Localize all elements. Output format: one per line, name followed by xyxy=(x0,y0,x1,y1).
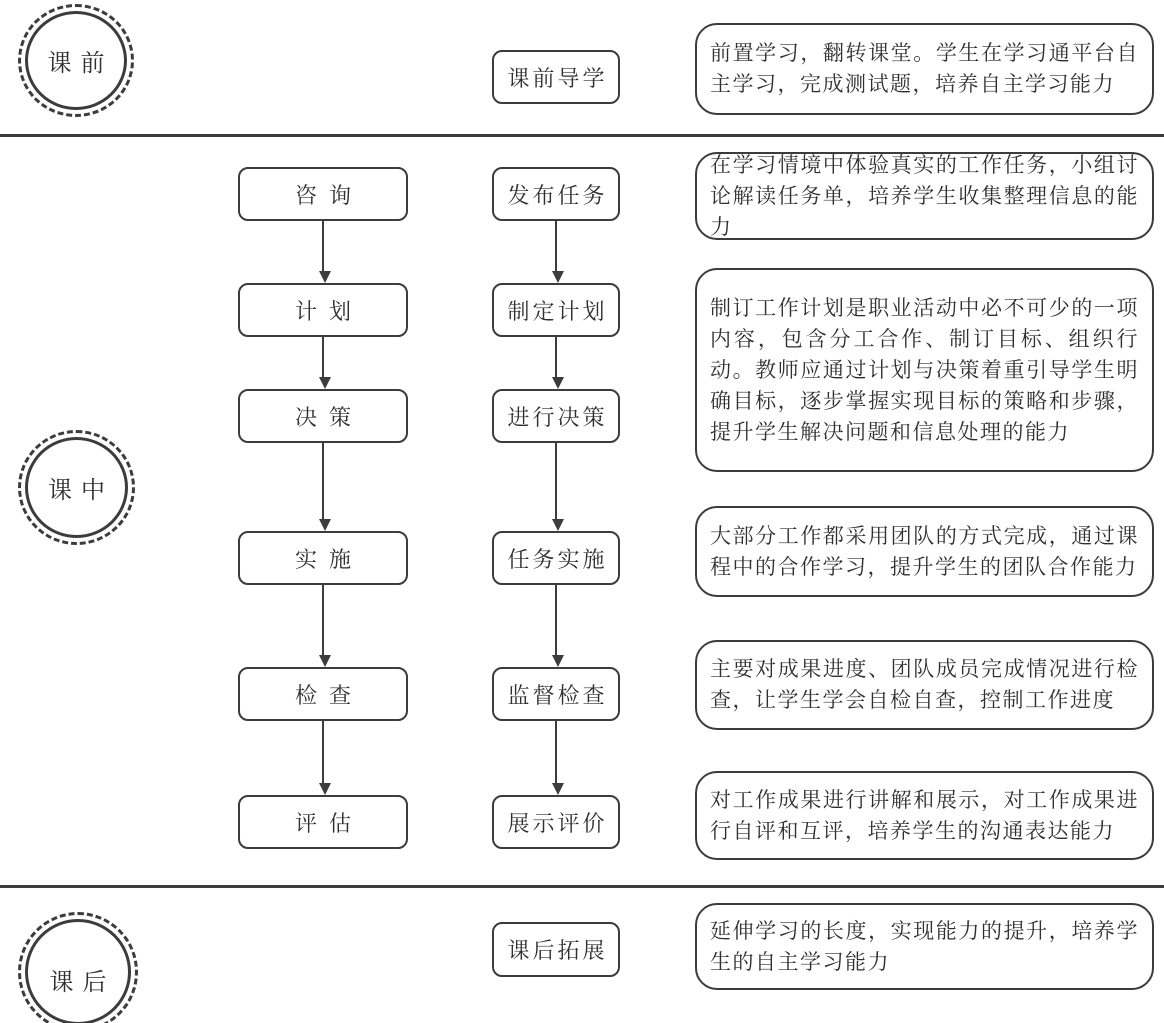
description-box-after-class xyxy=(695,903,1154,990)
description-text-supervise-check: 主要对成果进度、团队成员完成情况进行检查，让学生学会自检自查，控制工作进度 xyxy=(710,657,1139,712)
arrow-down-icon xyxy=(322,721,324,783)
arrow-down-icon xyxy=(322,443,324,519)
arrow-down-icon xyxy=(322,221,324,271)
description-box-plan-decision xyxy=(695,268,1154,472)
process-step-check: 检查 xyxy=(238,667,408,721)
activity-box-after-class-extend: 课后拓展 xyxy=(492,922,620,977)
activity-box-show-evaluate: 展示评价 xyxy=(492,795,620,849)
arrow-down-icon xyxy=(555,221,557,271)
phase-label-after-class: 课后 xyxy=(25,919,131,1023)
process-step-implement: 实施 xyxy=(238,531,408,585)
description-box-before-class xyxy=(695,23,1154,115)
phase-label-during-class: 课中 xyxy=(25,437,128,538)
arrow-down-icon xyxy=(555,443,557,519)
process-step-evaluate: 评估 xyxy=(238,795,408,849)
process-step-decide: 决策 xyxy=(238,389,408,443)
description-box-task-implementation xyxy=(695,506,1154,597)
activity-box-pre-class-guide: 课前导学 xyxy=(492,50,620,104)
activity-box-make-plan: 制定计划 xyxy=(492,283,620,337)
phase-circle-during-class xyxy=(18,430,135,545)
activity-box-make-decision: 进行决策 xyxy=(492,389,620,443)
section-divider-bottom xyxy=(0,885,1164,888)
phase-label-before-class: 课前 xyxy=(25,11,127,110)
arrow-down-icon xyxy=(555,721,557,783)
description-text-plan-decision: 制订工作计划是职业活动中必不可少的一项内容，包含分工合作、制订目标、组织行动。教师应通过计划与决策着重引导学生明确目标，逐步掌握实现目标的策略和步骤，提升学生解决问题和信息处理的能力 xyxy=(710,295,1139,444)
description-text-assign-task: 在学习情境中体验真实的工作任务，小组讨论解读任务单，培养学生收集整理信息的能力 xyxy=(710,152,1139,239)
description-box-show-evaluate xyxy=(695,771,1154,860)
description-text-before-class: 前置学习，翻转课堂。学生在学习通平台自主学习，完成测试题，培养自主学习能力 xyxy=(710,41,1139,96)
arrow-down-icon xyxy=(322,337,324,377)
phase-circle-after-class xyxy=(18,912,138,1023)
description-text-task-implementation: 大部分工作都采用团队的方式完成，通过课程中的合作学习，提升学生的团队合作能力 xyxy=(710,523,1139,579)
activity-box-task-implementation: 任务实施 xyxy=(492,531,620,585)
process-step-consult: 咨询 xyxy=(238,167,408,221)
section-divider-top xyxy=(0,134,1164,137)
arrow-down-icon xyxy=(555,585,557,655)
description-box-supervise-check xyxy=(695,640,1154,730)
description-box-assign-task xyxy=(695,152,1154,240)
arrow-down-icon xyxy=(322,585,324,655)
process-step-plan: 计划 xyxy=(238,283,408,337)
arrow-down-icon xyxy=(555,337,557,377)
activity-box-assign-task: 发布任务 xyxy=(492,167,620,221)
phase-circle-before-class xyxy=(18,4,134,117)
description-text-show-evaluate: 对工作成果进行讲解和展示，对工作成果进行自评和互评，培养学生的沟通表达能力 xyxy=(710,787,1139,843)
activity-box-supervise-check: 监督检查 xyxy=(492,667,620,721)
description-text-after-class: 延伸学习的长度，实现能力的提升，培养学生的自主学习能力 xyxy=(710,918,1139,974)
